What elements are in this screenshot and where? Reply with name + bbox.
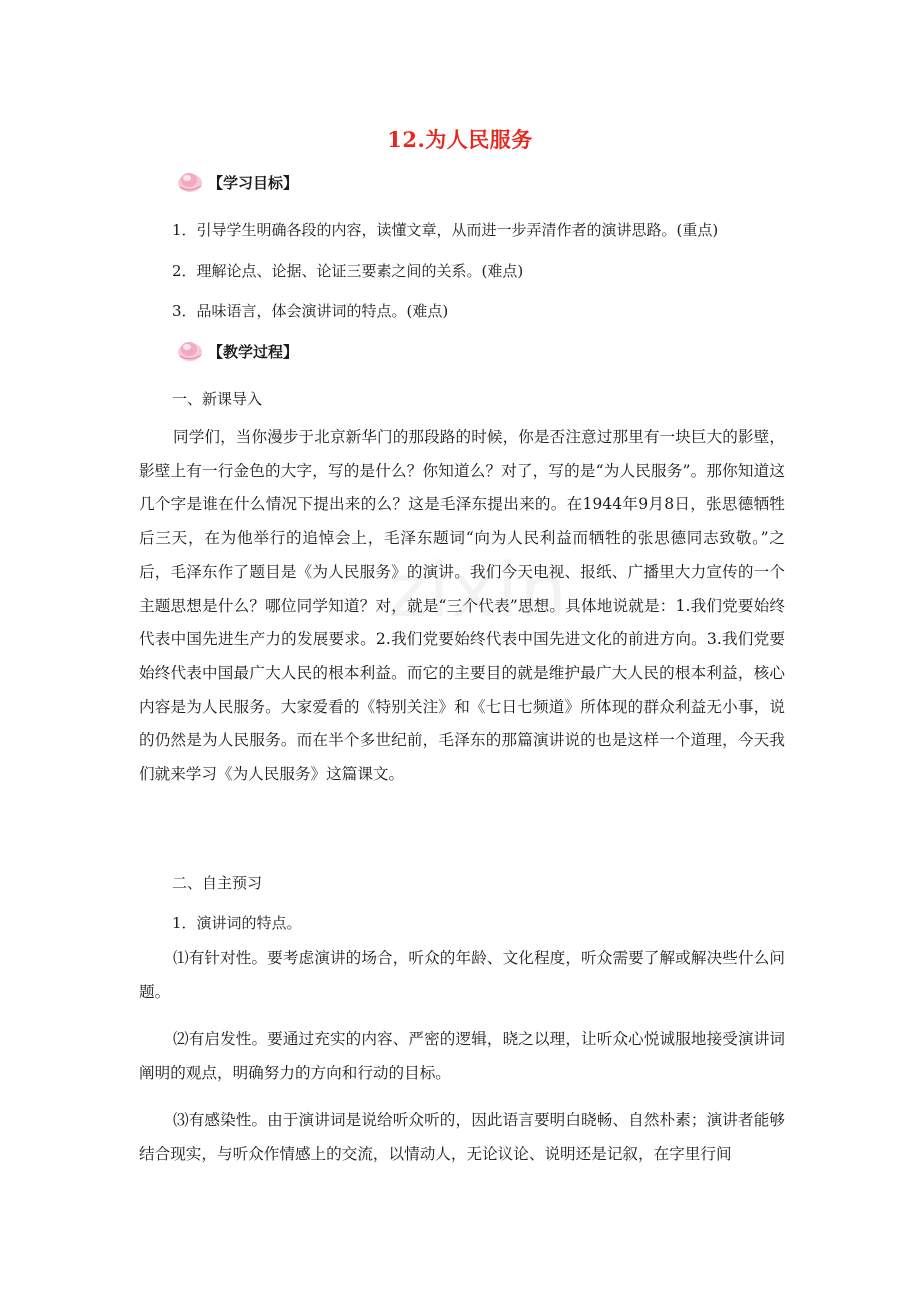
part2-item: 1．演讲词的特点。 [172,914,302,932]
part2-heading: 二、自主预习 [172,874,263,892]
intro-paragraph: 同学们，当你漫步于北京新华门的那段路的时候，你是否注意过那里有一块巨大的影壁，影壁上有一行金色的大字，写的是什么？你知道么？对了，写的是“为人民服务”。那你知道这几个字是谁在什么情况下提出来的么？这是毛泽东提出来的。在1944年9月8日，张思德牺牲后三天，在为他举行的追悼会上，毛泽东题词“向为人民利益而牺牲的张思德同志致敬。”之后，毛泽东作了题目是《为人民服务》的演讲。我们今天电视、报纸、广播里大力宣传的一个主题思想是什么？哪位同学知道？对，就是“三个代表”思想。具体地说就是：1.我们党要始终代表中国先进生产力的发展要求。2.我们党要始终代表中国先进文化的前进方向。3.我们党要始终代表中国最广大人民的根本利益。而它的主要目的就是维护最广大人民的根本利益，核心内容是为人民服务。大家爱看的《特别关注》和《七日七频道》所体现的群众利益无小事，说的仍然是为人民服务。而在半个多世纪前，毛泽东的那篇演讲说的也是这样一个道理，今天我们就来学习《为人民服务》这篇课文。 [139,428,785,784]
feature-point: ⑴有针对性。要考虑演讲的场合，听众的年龄、文化程度，听众需要了解或解决些什么问题。 [139,949,785,1001]
goal-item: 1．引导学生明确各段的内容，读懂文章，从而进一步弄清作者的演讲思路。(重点) [172,221,719,239]
goal-item: 2．理解论点、论据、论证三要素之间的关系。(难点) [172,262,524,280]
feature-point: ⑶有感染性。由于演讲词是说给听众听的，因此语言要明白晓畅、自然朴素；演讲者能够结合现实，与听众作情感上的交流，以情动人，无论议论、说明还是记叙，在字里行间 [139,1111,785,1163]
watermark: zixin [388,548,569,634]
flower-icon [176,335,204,363]
section-goals-label: 【学习目标】 [208,174,299,192]
section-process-label: 【教学过程】 [208,343,299,361]
flower-icon [176,166,204,194]
goal-item: 3．品味语言，体会演讲词的特点。(难点) [172,302,449,320]
page-title: 12.为人民服务 [387,127,533,152]
feature-point: ⑵有启发性。要通过充实的内容、严密的逻辑，晓之以理，让听众心悦诚服地接受演讲词阐明的观点，明确努力的方向和行动的目标。 [139,1030,785,1082]
part1-heading: 一、新课导入 [172,390,263,408]
